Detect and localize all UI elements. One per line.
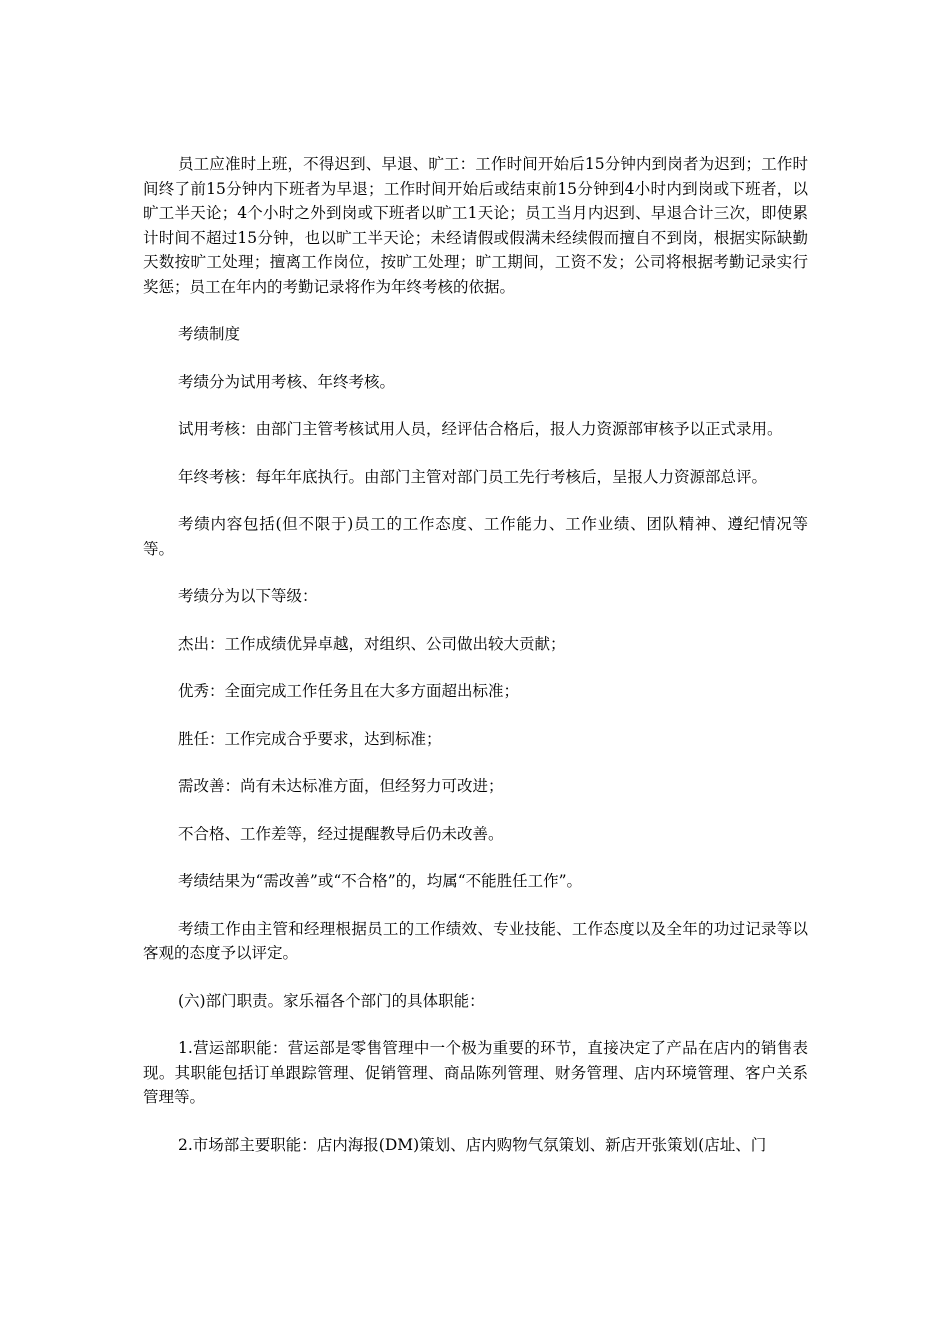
paragraph-annual-appraisal: 年终考核：每年年底执行。由部门主管对部门员工先行考核后，呈报人力资源部总评。 [178, 467, 768, 486]
paragraph-attendance-rules: 员工应准时上班，不得迟到、早退、旷工：工作时间开始后15分钟内到岗者为迟到；工作时间终了前15分钟内下班者为早退；工作时间开始后或结束前15分钟到4小时内到岗或下班者，以旷工半天论；4个小时之外到岗或下班者以旷工1天论；员工当月内迟到、早退合计三次，即使累计时间不超过15分钟，也以旷工半天论；未经请假或假满未经续假而擅自不到岗，根据实际缺勤天数按旷工处理；擅离工作岗位，按旷工处理；旷工期间，工资不发；公司将根据考勤记录实行奖惩；员工在年内的考勤记录将作为年终考核的依据。 [143, 155, 808, 296]
paragraph-appraisal-content: 考绩内容包括(但不限于)员工的工作态度、工作能力、工作业绩、团队精神、遵纪情况等等。 [143, 515, 808, 558]
paragraph-appraisal-types: 考绩分为试用考核、年终考核。 [178, 372, 396, 391]
paragraph-appraisal-result: 考绩结果为“需改善”或“不合格”的，均属“不能胜任工作”。 [178, 872, 583, 890]
paragraph-level-needs-improvement: 需改善：尚有未达标准方面，但经努力可改进； [178, 777, 504, 795]
paragraph-level-excellent: 优秀：全面完成工作任务且在大多方面超出标准； [178, 682, 520, 700]
paragraph-level-competent: 胜任：工作完成合乎要求，达到标准； [178, 729, 442, 748]
paragraph-department-duties: (六)部门职责。家乐福各个部门的具体职能： [178, 991, 485, 1010]
paragraph-probation-appraisal: 试用考核：由部门主管考核试用人员，经评估合格后，报人力资源部审核予以正式录用。 [178, 420, 783, 438]
paragraph-level-unqualified: 不合格、工作差等，经过提醒教导后仍未改善。 [178, 824, 504, 843]
paragraph-level-outstanding: 杰出：工作成绩优异卓越，对组织、公司做出较大贡献； [178, 634, 566, 653]
paragraph-appraisal-evaluators: 考绩工作由主管和经理根据员工的工作绩效、专业技能、工作态度以及全年的功过记录等以客观的态度予以评定。 [143, 919, 808, 962]
paragraph-marketing-dept: 2.市场部主要职能：店内海报(DM)策划、店内购物气氛策划、新店开张策划(店址、门 [178, 1135, 767, 1154]
document-body [143, 152, 808, 1180]
paragraph-appraisal-levels-intro: 考绩分为以下等级： [178, 587, 318, 605]
paragraph-operations-dept: 1.营运部职能：营运部是零售管理中一个极为重要的环节，直接决定了产品在店内的销售表现。其职能包括订单跟踪管理、促销管理、商品陈列管理、财务管理、店内环境管理、客户关系管理等。 [143, 1039, 808, 1106]
heading-appraisal-system: 考绩制度 [178, 325, 241, 343]
